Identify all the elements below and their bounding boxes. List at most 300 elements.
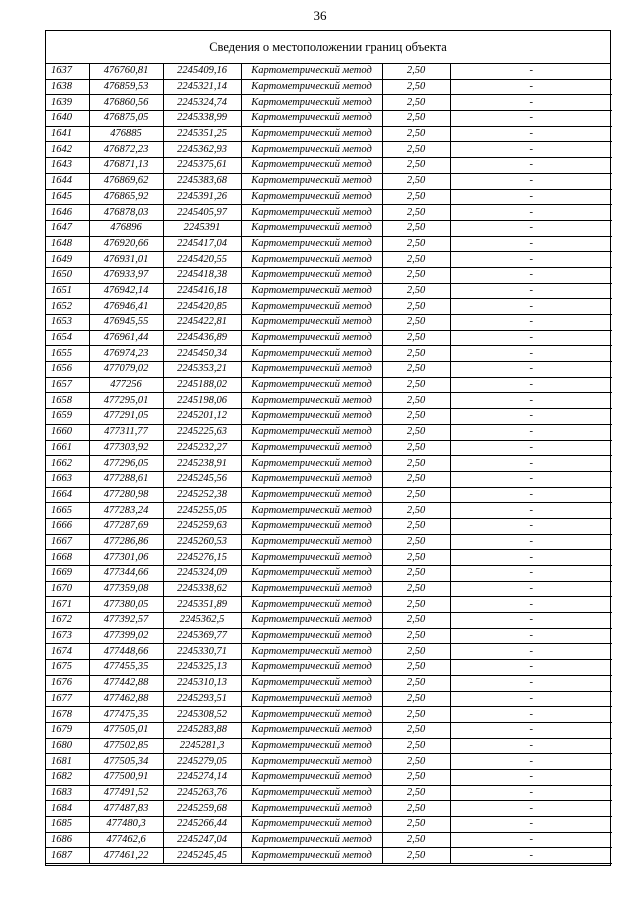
description-cell: - xyxy=(450,299,612,315)
y-coordinate-cell: 2245279,05 xyxy=(163,754,241,770)
method-cell: Картометрический метод xyxy=(241,79,382,95)
table-row xyxy=(46,95,612,111)
x-coordinate-cell: 477311,77 xyxy=(89,424,163,440)
method-cell: Картометрический метод xyxy=(241,64,382,79)
description-cell: - xyxy=(450,832,612,848)
description-cell: - xyxy=(450,754,612,770)
x-coordinate-cell: 476896 xyxy=(89,220,163,236)
table-row xyxy=(46,79,612,95)
y-coordinate-cell: 2245238,91 xyxy=(163,456,241,472)
accuracy-cell: 2,50 xyxy=(382,79,450,95)
accuracy-cell: 2,50 xyxy=(382,581,450,597)
x-coordinate-cell: 476878,03 xyxy=(89,205,163,221)
description-cell: - xyxy=(450,644,612,660)
x-coordinate-cell: 476859,53 xyxy=(89,79,163,95)
y-coordinate-cell: 2245351,25 xyxy=(163,126,241,142)
point-number-cell: 1653 xyxy=(46,315,89,331)
x-coordinate-cell: 477303,92 xyxy=(89,440,163,456)
x-coordinate-cell: 476931,01 xyxy=(89,252,163,268)
point-number-cell: 1677 xyxy=(46,691,89,707)
table-row xyxy=(46,440,612,456)
method-cell: Картометрический метод xyxy=(241,487,382,503)
x-coordinate-cell: 477442,88 xyxy=(89,675,163,691)
y-coordinate-cell: 2245420,55 xyxy=(163,252,241,268)
point-number-cell: 1644 xyxy=(46,173,89,189)
method-cell: Картометрический метод xyxy=(241,581,382,597)
x-coordinate-cell: 477455,35 xyxy=(89,660,163,676)
point-number-cell: 1661 xyxy=(46,440,89,456)
x-coordinate-cell: 477505,01 xyxy=(89,722,163,738)
table-row xyxy=(46,848,612,864)
accuracy-cell: 2,50 xyxy=(382,660,450,676)
method-cell: Картометрический метод xyxy=(241,801,382,817)
point-number-cell: 1643 xyxy=(46,158,89,174)
accuracy-cell: 2,50 xyxy=(382,801,450,817)
method-cell: Картометрический метод xyxy=(241,189,382,205)
x-coordinate-cell: 477491,52 xyxy=(89,785,163,801)
point-number-cell: 1641 xyxy=(46,126,89,142)
point-number-cell: 1642 xyxy=(46,142,89,158)
accuracy-cell: 2,50 xyxy=(382,299,450,315)
point-number-cell: 1668 xyxy=(46,550,89,566)
x-coordinate-cell: 477392,57 xyxy=(89,613,163,629)
method-cell: Картометрический метод xyxy=(241,707,382,723)
x-coordinate-cell: 477462,6 xyxy=(89,832,163,848)
x-coordinate-cell: 476865,92 xyxy=(89,189,163,205)
method-cell: Картометрический метод xyxy=(241,566,382,582)
point-number-cell: 1638 xyxy=(46,79,89,95)
y-coordinate-cell: 2245255,05 xyxy=(163,503,241,519)
table-row xyxy=(46,283,612,299)
table-row xyxy=(46,189,612,205)
table-row xyxy=(46,581,612,597)
description-cell: - xyxy=(450,330,612,346)
description-cell: - xyxy=(450,738,612,754)
description-cell: - xyxy=(450,409,612,425)
point-number-cell: 1647 xyxy=(46,220,89,236)
description-cell: - xyxy=(450,848,612,864)
x-coordinate-cell: 476860,56 xyxy=(89,95,163,111)
method-cell: Картометрический метод xyxy=(241,173,382,189)
table-row xyxy=(46,754,612,770)
point-number-cell: 1681 xyxy=(46,754,89,770)
method-cell: Картометрический метод xyxy=(241,126,382,142)
method-cell: Картометрический метод xyxy=(241,832,382,848)
point-number-cell: 1656 xyxy=(46,362,89,378)
description-cell: - xyxy=(450,785,612,801)
table-row xyxy=(46,315,612,331)
point-number-cell: 1660 xyxy=(46,424,89,440)
x-coordinate-cell: 477295,01 xyxy=(89,393,163,409)
description-cell: - xyxy=(450,566,612,582)
x-coordinate-cell: 477480,3 xyxy=(89,817,163,833)
y-coordinate-cell: 2245391,26 xyxy=(163,189,241,205)
accuracy-cell: 2,50 xyxy=(382,550,450,566)
point-number-cell: 1670 xyxy=(46,581,89,597)
x-coordinate-cell: 476974,23 xyxy=(89,346,163,362)
x-coordinate-cell: 476872,23 xyxy=(89,142,163,158)
y-coordinate-cell: 2245310,13 xyxy=(163,675,241,691)
table-row xyxy=(46,503,612,519)
y-coordinate-cell: 2245330,71 xyxy=(163,644,241,660)
table-row xyxy=(46,64,612,79)
description-cell: - xyxy=(450,440,612,456)
description-cell: - xyxy=(450,691,612,707)
description-cell: - xyxy=(450,236,612,252)
method-cell: Картометрический метод xyxy=(241,236,382,252)
method-cell: Картометрический метод xyxy=(241,158,382,174)
method-cell: Картометрический метод xyxy=(241,691,382,707)
table-row xyxy=(46,471,612,487)
x-coordinate-cell: 476871,13 xyxy=(89,158,163,174)
x-coordinate-cell: 477344,66 xyxy=(89,566,163,582)
x-coordinate-cell: 476869,62 xyxy=(89,173,163,189)
method-cell: Картометрический метод xyxy=(241,754,382,770)
y-coordinate-cell: 2245245,56 xyxy=(163,471,241,487)
description-cell: - xyxy=(450,205,612,221)
point-number-cell: 1667 xyxy=(46,534,89,550)
method-cell: Картометрический метод xyxy=(241,346,382,362)
description-cell: - xyxy=(450,252,612,268)
point-number-cell: 1666 xyxy=(46,518,89,534)
point-number-cell: 1686 xyxy=(46,832,89,848)
table-row xyxy=(46,597,612,613)
y-coordinate-cell: 2245436,89 xyxy=(163,330,241,346)
table-row xyxy=(46,707,612,723)
accuracy-cell: 2,50 xyxy=(382,754,450,770)
method-cell: Картометрический метод xyxy=(241,518,382,534)
accuracy-cell: 2,50 xyxy=(382,409,450,425)
accuracy-cell: 2,50 xyxy=(382,64,450,79)
point-number-cell: 1663 xyxy=(46,471,89,487)
method-cell: Картометрический метод xyxy=(241,597,382,613)
accuracy-cell: 2,50 xyxy=(382,628,450,644)
method-cell: Картометрический метод xyxy=(241,550,382,566)
y-coordinate-cell: 2245338,62 xyxy=(163,581,241,597)
method-cell: Картометрический метод xyxy=(241,424,382,440)
coordinates-table xyxy=(46,64,612,864)
point-number-cell: 1671 xyxy=(46,597,89,613)
accuracy-cell: 2,50 xyxy=(382,377,450,393)
method-cell: Картометрический метод xyxy=(241,660,382,676)
x-coordinate-cell: 477286,86 xyxy=(89,534,163,550)
y-coordinate-cell: 2245252,38 xyxy=(163,487,241,503)
accuracy-cell: 2,50 xyxy=(382,362,450,378)
point-number-cell: 1683 xyxy=(46,785,89,801)
y-coordinate-cell: 2245416,18 xyxy=(163,283,241,299)
table-row xyxy=(46,691,612,707)
description-cell: - xyxy=(450,95,612,111)
accuracy-cell: 2,50 xyxy=(382,315,450,331)
accuracy-cell: 2,50 xyxy=(382,644,450,660)
point-number-cell: 1678 xyxy=(46,707,89,723)
x-coordinate-cell: 476875,05 xyxy=(89,111,163,127)
point-number-cell: 1672 xyxy=(46,613,89,629)
x-coordinate-cell: 477505,34 xyxy=(89,754,163,770)
accuracy-cell: 2,50 xyxy=(382,158,450,174)
point-number-cell: 1673 xyxy=(46,628,89,644)
description-cell: - xyxy=(450,503,612,519)
y-coordinate-cell: 2245351,89 xyxy=(163,597,241,613)
accuracy-cell: 2,50 xyxy=(382,738,450,754)
description-cell: - xyxy=(450,346,612,362)
method-cell: Картометрический метод xyxy=(241,769,382,785)
method-cell: Картометрический метод xyxy=(241,644,382,660)
x-coordinate-cell: 477288,61 xyxy=(89,471,163,487)
table-row xyxy=(46,487,612,503)
point-number-cell: 1645 xyxy=(46,189,89,205)
method-cell: Картометрический метод xyxy=(241,111,382,127)
method-cell: Картометрический метод xyxy=(241,613,382,629)
point-number-cell: 1685 xyxy=(46,817,89,833)
point-number-cell: 1657 xyxy=(46,377,89,393)
point-number-cell: 1682 xyxy=(46,769,89,785)
y-coordinate-cell: 2245266,44 xyxy=(163,817,241,833)
method-cell: Картометрический метод xyxy=(241,675,382,691)
point-number-cell: 1679 xyxy=(46,722,89,738)
accuracy-cell: 2,50 xyxy=(382,503,450,519)
description-cell: - xyxy=(450,189,612,205)
x-coordinate-cell: 476760,81 xyxy=(89,64,163,79)
x-coordinate-cell: 477280,98 xyxy=(89,487,163,503)
table-row xyxy=(46,628,612,644)
table-row xyxy=(46,346,612,362)
x-coordinate-cell: 477399,02 xyxy=(89,628,163,644)
point-number-cell: 1687 xyxy=(46,848,89,864)
y-coordinate-cell: 2245247,04 xyxy=(163,832,241,848)
point-number-cell: 1640 xyxy=(46,111,89,127)
table-row xyxy=(46,424,612,440)
point-number-cell: 1652 xyxy=(46,299,89,315)
table-row xyxy=(46,785,612,801)
point-number-cell: 1646 xyxy=(46,205,89,221)
description-cell: - xyxy=(450,769,612,785)
table-row xyxy=(46,550,612,566)
x-coordinate-cell: 476942,14 xyxy=(89,283,163,299)
accuracy-cell: 2,50 xyxy=(382,785,450,801)
method-cell: Картометрический метод xyxy=(241,534,382,550)
x-coordinate-cell: 477380,05 xyxy=(89,597,163,613)
y-coordinate-cell: 2245232,27 xyxy=(163,440,241,456)
boundary-table-frame xyxy=(45,30,611,866)
method-cell: Картометрический метод xyxy=(241,409,382,425)
description-cell: - xyxy=(450,173,612,189)
accuracy-cell: 2,50 xyxy=(382,722,450,738)
accuracy-cell: 2,50 xyxy=(382,534,450,550)
method-cell: Картометрический метод xyxy=(241,471,382,487)
y-coordinate-cell: 2245245,45 xyxy=(163,848,241,864)
point-number-cell: 1651 xyxy=(46,283,89,299)
description-cell: - xyxy=(450,456,612,472)
y-coordinate-cell: 2245283,88 xyxy=(163,722,241,738)
description-cell: - xyxy=(450,471,612,487)
y-coordinate-cell: 2245383,68 xyxy=(163,173,241,189)
description-cell: - xyxy=(450,675,612,691)
y-coordinate-cell: 2245225,63 xyxy=(163,424,241,440)
point-number-cell: 1648 xyxy=(46,236,89,252)
accuracy-cell: 2,50 xyxy=(382,330,450,346)
description-cell: - xyxy=(450,613,612,629)
table-row xyxy=(46,722,612,738)
point-number-cell: 1664 xyxy=(46,487,89,503)
table-row xyxy=(46,236,612,252)
description-cell: - xyxy=(450,628,612,644)
description-cell: - xyxy=(450,581,612,597)
table-row xyxy=(46,409,612,425)
table-row xyxy=(46,173,612,189)
method-cell: Картометрический метод xyxy=(241,267,382,283)
point-number-cell: 1674 xyxy=(46,644,89,660)
description-cell: - xyxy=(450,518,612,534)
x-coordinate-cell: 477461,22 xyxy=(89,848,163,864)
method-cell: Картометрический метод xyxy=(241,315,382,331)
table-row xyxy=(46,534,612,550)
point-number-cell: 1655 xyxy=(46,346,89,362)
x-coordinate-cell: 476945,55 xyxy=(89,315,163,331)
accuracy-cell: 2,50 xyxy=(382,393,450,409)
method-cell: Картометрический метод xyxy=(241,299,382,315)
accuracy-cell: 2,50 xyxy=(382,142,450,158)
description-cell: - xyxy=(450,597,612,613)
description-cell: - xyxy=(450,79,612,95)
x-coordinate-cell: 477359,08 xyxy=(89,581,163,597)
y-coordinate-cell: 2245325,13 xyxy=(163,660,241,676)
y-coordinate-cell: 2245276,15 xyxy=(163,550,241,566)
description-cell: - xyxy=(450,487,612,503)
y-coordinate-cell: 2245263,76 xyxy=(163,785,241,801)
y-coordinate-cell: 2245188,02 xyxy=(163,377,241,393)
description-cell: - xyxy=(450,377,612,393)
y-coordinate-cell: 2245259,63 xyxy=(163,518,241,534)
x-coordinate-cell: 476961,44 xyxy=(89,330,163,346)
table-row xyxy=(46,252,612,268)
point-number-cell: 1680 xyxy=(46,738,89,754)
table-row xyxy=(46,613,612,629)
table-row xyxy=(46,142,612,158)
description-cell: - xyxy=(450,722,612,738)
table-row xyxy=(46,220,612,236)
table-row xyxy=(46,267,612,283)
table-row xyxy=(46,566,612,582)
y-coordinate-cell: 2245201,12 xyxy=(163,409,241,425)
description-cell: - xyxy=(450,362,612,378)
accuracy-cell: 2,50 xyxy=(382,817,450,833)
point-number-cell: 1654 xyxy=(46,330,89,346)
y-coordinate-cell: 2245450,34 xyxy=(163,346,241,362)
y-coordinate-cell: 2245422,81 xyxy=(163,315,241,331)
y-coordinate-cell: 2245281,3 xyxy=(163,738,241,754)
method-cell: Картометрический метод xyxy=(241,95,382,111)
accuracy-cell: 2,50 xyxy=(382,252,450,268)
description-cell: - xyxy=(450,424,612,440)
accuracy-cell: 2,50 xyxy=(382,597,450,613)
page-number: 36 xyxy=(313,8,327,23)
description-cell: - xyxy=(450,534,612,550)
point-number-cell: 1675 xyxy=(46,660,89,676)
y-coordinate-cell: 2245321,14 xyxy=(163,79,241,95)
point-number-cell: 1658 xyxy=(46,393,89,409)
x-coordinate-cell: 477448,66 xyxy=(89,644,163,660)
accuracy-cell: 2,50 xyxy=(382,613,450,629)
point-number-cell: 1649 xyxy=(46,252,89,268)
accuracy-cell: 2,50 xyxy=(382,518,450,534)
description-cell: - xyxy=(450,220,612,236)
y-coordinate-cell: 2245420,85 xyxy=(163,299,241,315)
method-cell: Картометрический метод xyxy=(241,205,382,221)
accuracy-cell: 2,50 xyxy=(382,205,450,221)
table-row xyxy=(46,801,612,817)
accuracy-cell: 2,50 xyxy=(382,189,450,205)
table-row xyxy=(46,769,612,785)
method-cell: Картометрический метод xyxy=(241,393,382,409)
accuracy-cell: 2,50 xyxy=(382,707,450,723)
accuracy-cell: 2,50 xyxy=(382,236,450,252)
description-cell: - xyxy=(450,801,612,817)
accuracy-cell: 2,50 xyxy=(382,769,450,785)
method-cell: Картометрический метод xyxy=(241,722,382,738)
point-number-cell: 1684 xyxy=(46,801,89,817)
y-coordinate-cell: 2245362,93 xyxy=(163,142,241,158)
x-coordinate-cell: 477079,02 xyxy=(89,362,163,378)
x-coordinate-cell: 477287,69 xyxy=(89,518,163,534)
description-cell: - xyxy=(450,142,612,158)
y-coordinate-cell: 2245375,61 xyxy=(163,158,241,174)
method-cell: Картометрический метод xyxy=(241,785,382,801)
y-coordinate-cell: 2245260,53 xyxy=(163,534,241,550)
table-row xyxy=(46,644,612,660)
table-row xyxy=(46,377,612,393)
point-number-cell: 1676 xyxy=(46,675,89,691)
y-coordinate-cell: 2245308,52 xyxy=(163,707,241,723)
x-coordinate-cell: 477296,05 xyxy=(89,456,163,472)
table-row xyxy=(46,299,612,315)
method-cell: Картометрический метод xyxy=(241,456,382,472)
description-cell: - xyxy=(450,550,612,566)
table-row xyxy=(46,158,612,174)
x-coordinate-cell: 477301,06 xyxy=(89,550,163,566)
table-row xyxy=(46,832,612,848)
point-number-cell: 1650 xyxy=(46,267,89,283)
accuracy-cell: 2,50 xyxy=(382,267,450,283)
description-cell: - xyxy=(450,817,612,833)
accuracy-cell: 2,50 xyxy=(382,471,450,487)
accuracy-cell: 2,50 xyxy=(382,487,450,503)
y-coordinate-cell: 2245417,04 xyxy=(163,236,241,252)
y-coordinate-cell: 2245409,16 xyxy=(163,64,241,79)
description-cell: - xyxy=(450,707,612,723)
point-number-cell: 1665 xyxy=(46,503,89,519)
description-cell: - xyxy=(450,315,612,331)
method-cell: Картометрический метод xyxy=(241,440,382,456)
x-coordinate-cell: 477500,91 xyxy=(89,769,163,785)
x-coordinate-cell: 476920,66 xyxy=(89,236,163,252)
x-coordinate-cell: 477256 xyxy=(89,377,163,393)
y-coordinate-cell: 2245353,21 xyxy=(163,362,241,378)
accuracy-cell: 2,50 xyxy=(382,346,450,362)
method-cell: Картометрический метод xyxy=(241,142,382,158)
table-row xyxy=(46,738,612,754)
description-cell: - xyxy=(450,111,612,127)
table-row xyxy=(46,111,612,127)
table-row xyxy=(46,126,612,142)
x-coordinate-cell: 477475,35 xyxy=(89,707,163,723)
y-coordinate-cell: 2245324,74 xyxy=(163,95,241,111)
point-number-cell: 1639 xyxy=(46,95,89,111)
method-cell: Картометрический метод xyxy=(241,220,382,236)
y-coordinate-cell: 2245198,06 xyxy=(163,393,241,409)
y-coordinate-cell: 2245324,09 xyxy=(163,566,241,582)
x-coordinate-cell: 476946,41 xyxy=(89,299,163,315)
